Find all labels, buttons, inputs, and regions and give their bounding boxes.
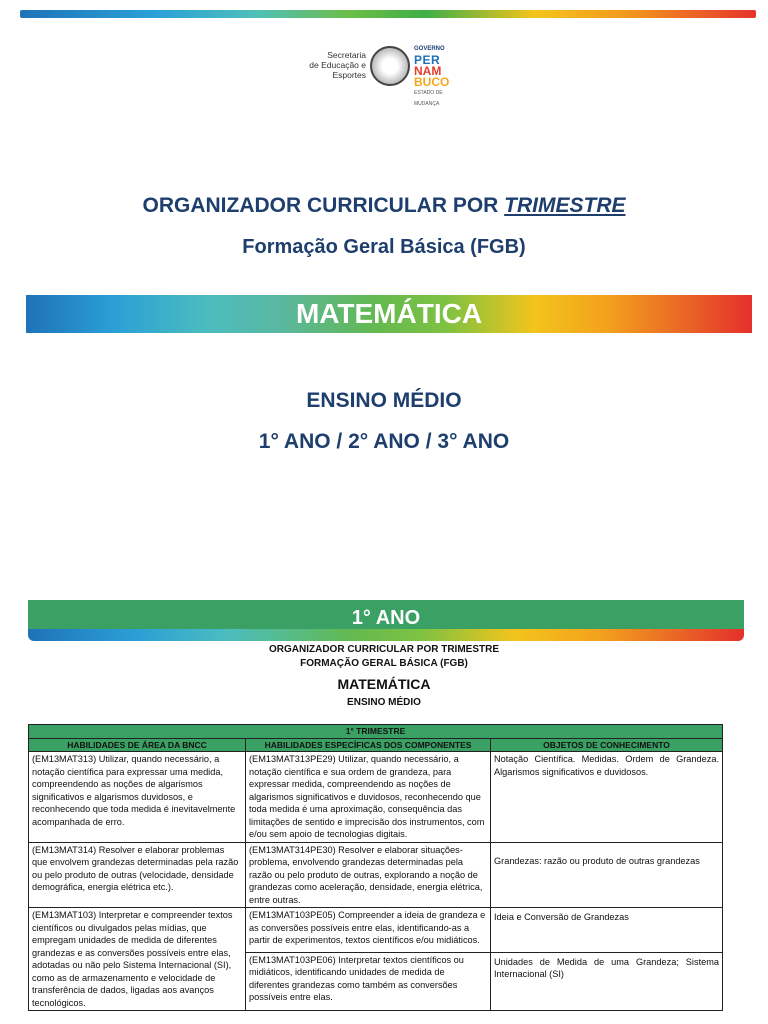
table-trimestre-row xyxy=(29,725,723,739)
section-subject: MATEMÁTICA xyxy=(337,676,431,692)
cover-title: ORGANIZADOR CURRICULAR POR TRIMESTRE xyxy=(142,194,626,217)
table-cell: (EM13MAT103PE05) Compreender a ideia de grandeza e as conversões possíveis entre elas, identificando-as a partir de experimentos, textos científicos e/ou midiáticos. xyxy=(246,908,491,953)
table-cell: (EM13MAT313PE29) Utilizar, quando necessário, a notação científica e sua ordem de grandeza, para expressar medida, compreendendo as noções de algarismos significativos e duvidosos, reconhecendo que toda medida é uma aproximação, consequência das limitações de sentido e imprecisão dos instrumentos, com e/ou sem apoio de tecnologias digitais. xyxy=(246,752,491,843)
section-heading-2: FORMAÇÃO GERAL BÁSICA (FGB) xyxy=(300,658,468,669)
education-level: ENSINO MÉDIO xyxy=(306,389,462,412)
subject-banner: MATEMÁTICA xyxy=(26,295,752,333)
table-header-row xyxy=(29,738,723,752)
logo-text: Secretaria de Educação e Esportes xyxy=(309,50,366,80)
table-cell: (EM13MAT314PE30) Resolver e elaborar situações-problema, envolvendo grandezas determinadas pela razão ou pelo produto de outras, explorando a noção de grandezas como aceleração, densidade, energia elétrica, entre outras. xyxy=(246,842,491,908)
year-banner: 1° ANO xyxy=(28,600,744,632)
table-cell: Unidades de Medida de uma Grandeza; Sistema Internacional (SI) xyxy=(491,952,723,1010)
table-cell: Notação Científica. Medidas. Ordem de Grandeza. Algarismos significativos e duvidosos. xyxy=(491,752,723,843)
column-header: HABILIDADES DE ÁREA DA BNCC xyxy=(29,738,246,752)
table-cell: (EM13MAT103) Interpretar e compreender textos científicos ou divulgados pelas mídias, que empregam unidades de medida de diferentes grandezas e as conversões possíveis entre elas, adotadas ou não pelo Sistema Internacional (SI), como as de armazenamento e velocidade de transferência de dados, ligadas aos avanços tecnológicos. xyxy=(29,908,246,1011)
table-row xyxy=(29,908,723,953)
governo-pernambuco-logo: GOVERNO PER NAM BUCO ESTADO DE MUDANÇA xyxy=(414,46,450,107)
table-row xyxy=(29,842,723,908)
school-years: 1° ANO / 2° ANO / 3° ANO xyxy=(258,430,510,453)
column-header: OBJETOS DE CONHECIMENTO xyxy=(491,738,723,752)
cover-subtitle: Formação Geral Básica (FGB) xyxy=(242,236,526,258)
section-level: ENSINO MÉDIO xyxy=(347,697,421,708)
table-cell: (EM13MAT314) Resolver e elaborar problemas que envolvem grandezas determinadas pela razão ou pelo produto de outras (velocidade, densidade demográfica, energia elétrica etc.). xyxy=(29,842,246,908)
table-cell: (EM13MAT103PE06) Interpretar textos científicos ou midiáticos, identificando unidades de medida de diferentes grandezas como também as conversões possíveis entre elas. xyxy=(246,952,491,1010)
top-color-stripe xyxy=(20,10,756,18)
table-row xyxy=(29,752,723,843)
curriculum-table xyxy=(28,724,723,1011)
table-cell: Ideia e Conversão de Grandezas xyxy=(491,908,723,953)
trimestre-header: 1° TRIMESTRE xyxy=(29,725,723,739)
title-emphasis: TRIMESTRE xyxy=(504,194,626,217)
year-banner-stripe xyxy=(28,629,744,641)
section-heading-1: ORGANIZADOR CURRICULAR POR TRIMESTRE xyxy=(269,644,499,655)
column-header: HABILIDADES ESPECÍFICAS DOS COMPONENTES xyxy=(246,738,491,752)
table-cell: (EM13MAT313) Utilizar, quando necessário, a notação científica para expressar uma medida, compreendendo as noções de algarismos significativos e algarismos duvidosos, e reconhecendo que toda medida é inevitavelmente acompanhada de erro. xyxy=(29,752,246,843)
state-seal-icon xyxy=(370,46,410,86)
secretaria-logo xyxy=(304,44,466,107)
table-cell: Grandezas: razão ou produto de outras grandezas xyxy=(491,842,723,908)
